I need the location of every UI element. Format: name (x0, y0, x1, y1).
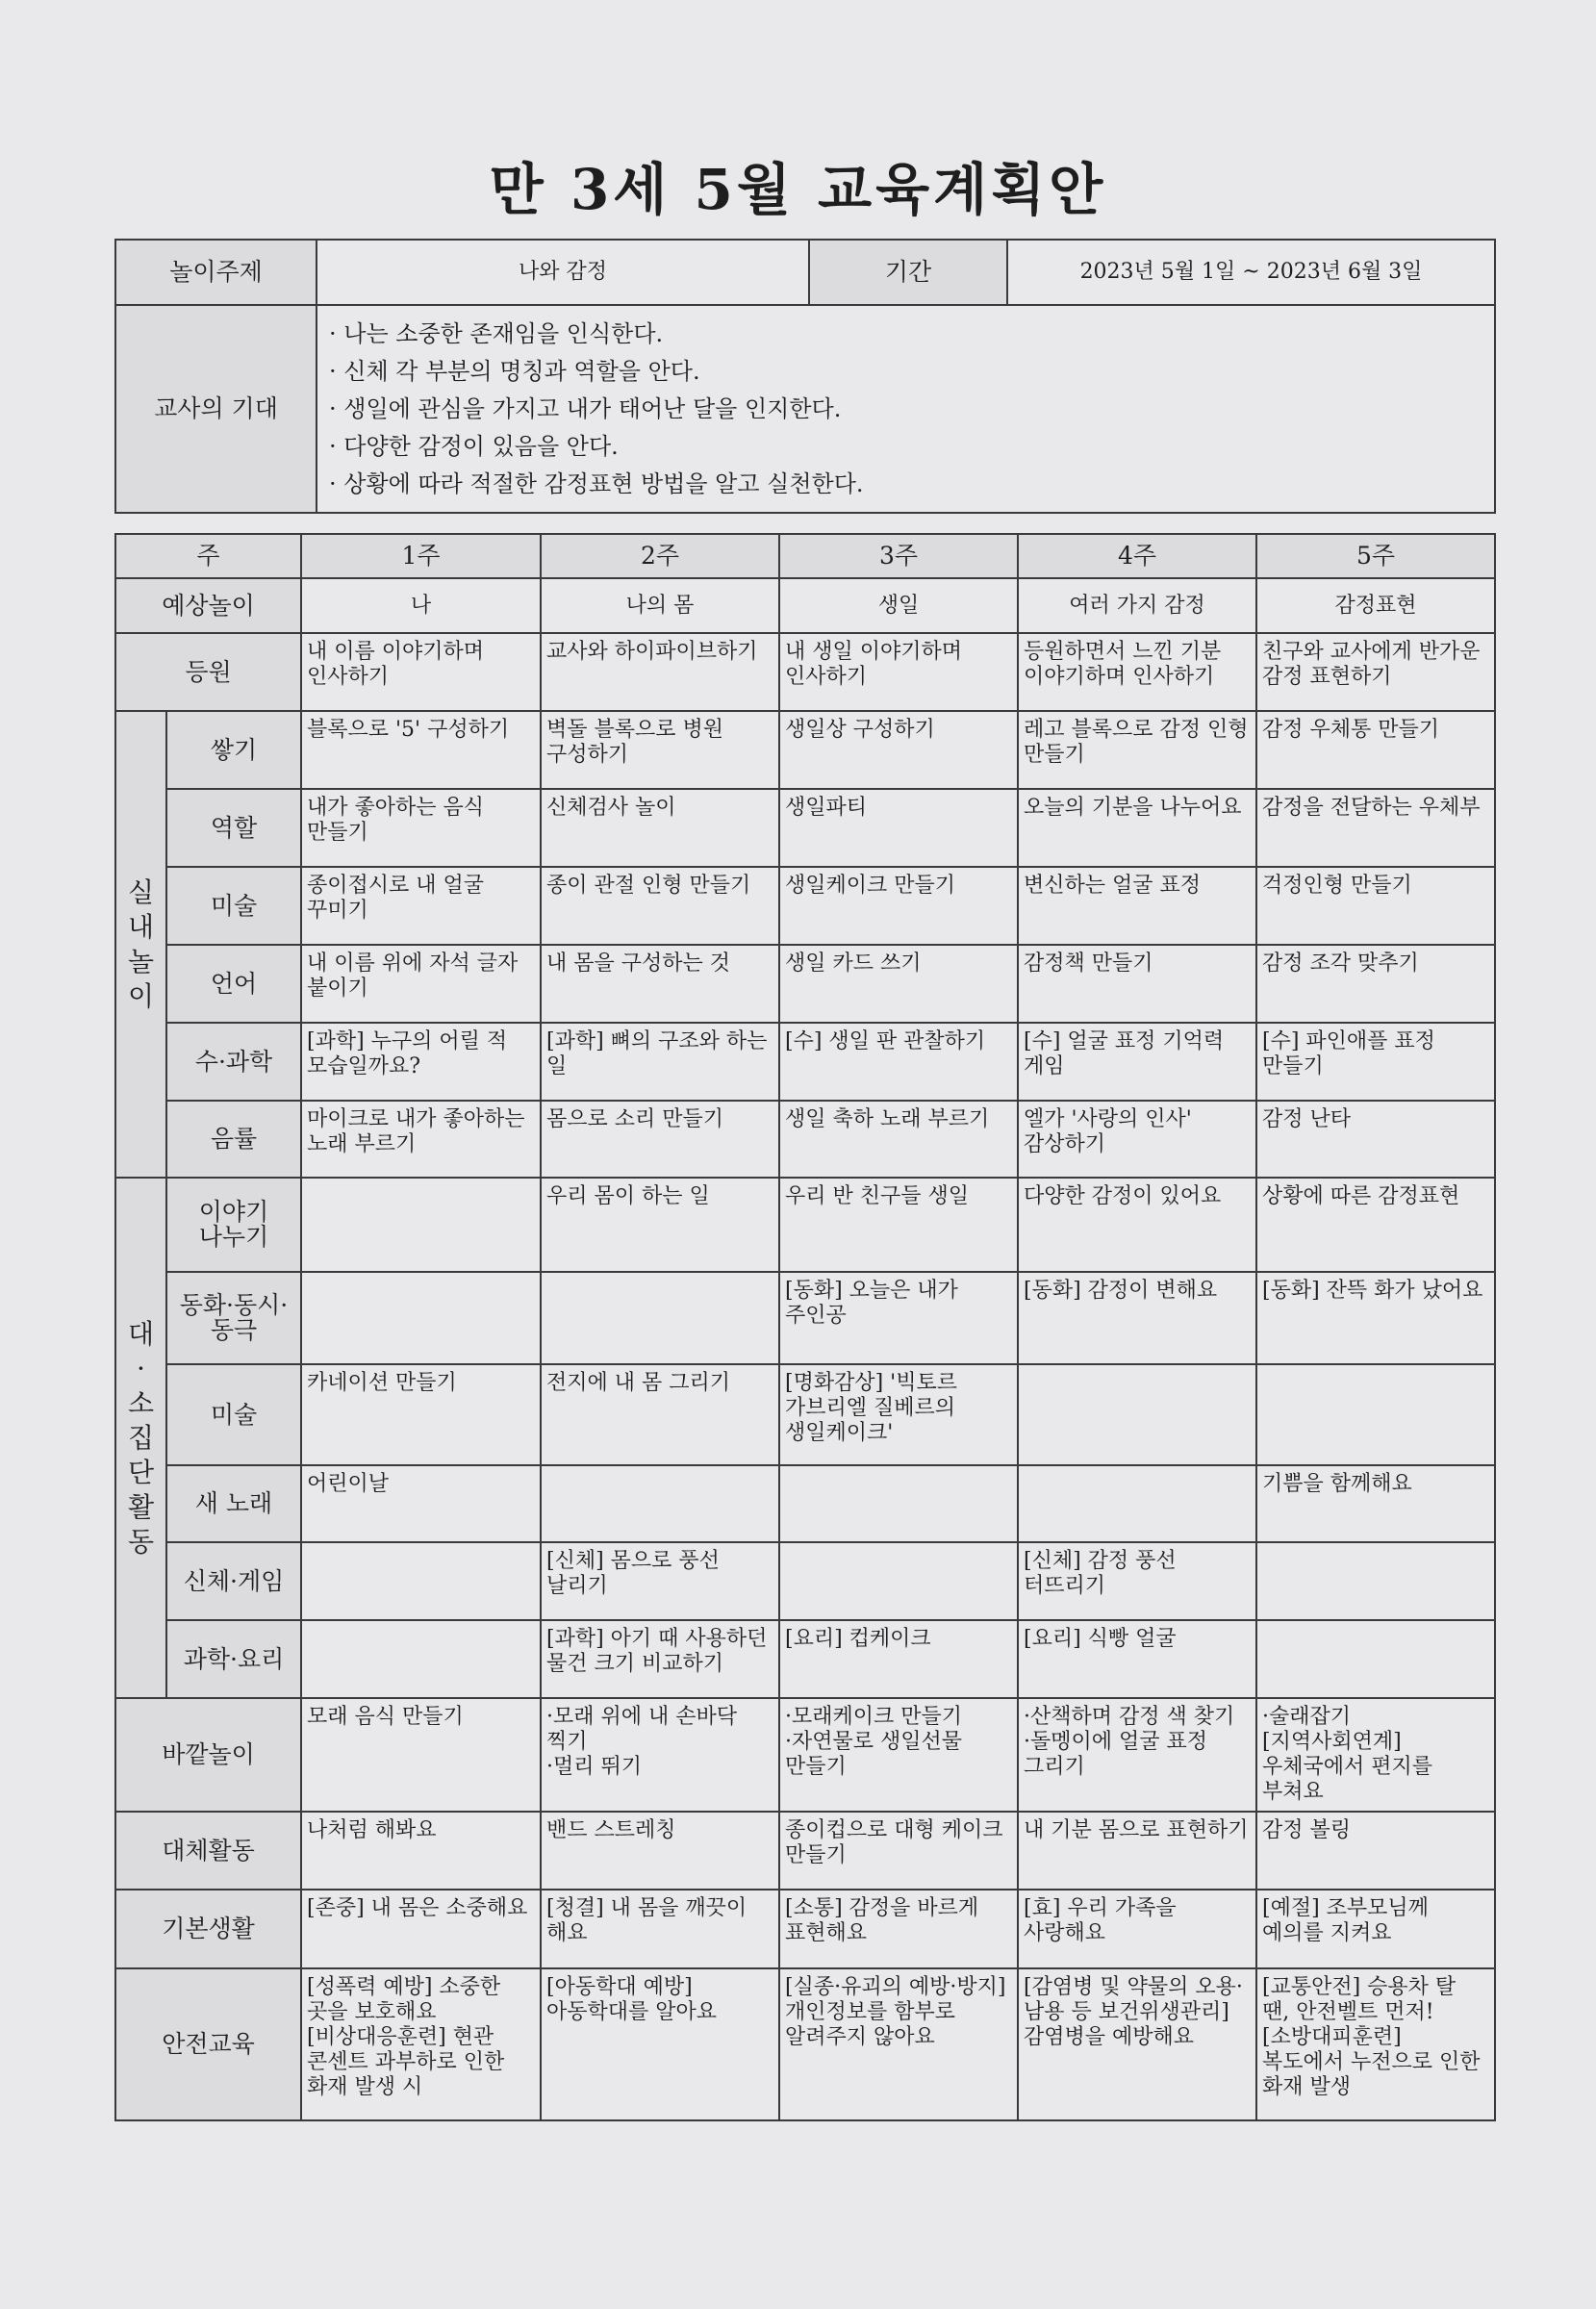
goals-list (329, 316, 1489, 503)
table-row (115, 1465, 1495, 1542)
outdoor-cell: ·산책하며 감정 색 찾기 ·돌멩이에 얼굴 표정 그리기 (1018, 1698, 1256, 1812)
table-row (115, 1542, 1495, 1620)
goal-item: · 신체 각 부분의 명칭과 역할을 안다. (329, 357, 700, 385)
week-label: 주 (115, 534, 301, 578)
plan-cell: 어린이날 (301, 1465, 541, 1542)
plan-cell: [요리] 식빵 얼굴 (1018, 1620, 1256, 1698)
plan-cell: 걱정인형 만들기 (1256, 867, 1495, 945)
plan-cell: 내가 좋아하는 음식 만들기 (301, 789, 541, 867)
week-header-4: 4주 (1018, 534, 1256, 578)
plan-cell: 상황에 따른 감정표현 (1256, 1178, 1495, 1272)
alternate-cell: 밴드 스트레칭 (541, 1812, 779, 1890)
plan-cell (301, 1178, 541, 1272)
page-title: 만 3세 5월 교육계획안 (489, 157, 1107, 222)
plan-cell: 엘가 '사랑의 인사' 감상하기 (1018, 1101, 1256, 1178)
table-row (115, 1620, 1495, 1698)
arrival-cell: 친구와 교사에게 반가운 감정 표현하기 (1256, 633, 1495, 711)
plan-cell (301, 1542, 541, 1620)
plan-cell: 내 이름 위에 자석 글자 붙이기 (301, 945, 541, 1023)
area-label: 동화·동시·동극 (166, 1272, 301, 1364)
theme-label: 놀이주제 (115, 240, 317, 305)
expect-label: 교사의 기대 (115, 305, 317, 513)
plan-cell (541, 1272, 779, 1364)
plan-cell: 변신하는 얼굴 표정 (1018, 867, 1256, 945)
plan-cell: 우리 반 친구들 생일 (779, 1178, 1018, 1272)
table-row (115, 867, 1495, 945)
area-label: 신체·게임 (166, 1542, 301, 1620)
plan-cell: 벽돌 블록으로 병원 구성하기 (541, 711, 779, 789)
plan-cell: [명화감상] '빅토르 가브리엘 질베르의 생일케이크' (779, 1364, 1018, 1465)
basic-cell: [효] 우리 가족을 사랑해요 (1018, 1890, 1256, 1968)
plan-cell: 기쁨을 함께해요 (1256, 1465, 1495, 1542)
table-row (115, 711, 1495, 789)
arrival-cell: 교사와 하이파이브하기 (541, 633, 779, 711)
plan-cell: 감정 조각 맞추기 (1256, 945, 1495, 1023)
plan-cell (1018, 1364, 1256, 1465)
week-header-2: 2주 (541, 534, 779, 578)
area-label: 과학·요리 (166, 1620, 301, 1698)
safety-label: 안전교육 (115, 1968, 301, 2120)
plan-cell (301, 1620, 541, 1698)
table-row (115, 1178, 1495, 1272)
plan-cell (301, 1272, 541, 1364)
goals-cell (317, 305, 1495, 513)
plan-cell (779, 1542, 1018, 1620)
plan-body (115, 534, 1495, 2120)
area-label: 이야기 나누기 (166, 1178, 301, 1272)
plan-cell: 감정책 만들기 (1018, 945, 1256, 1023)
table-row (115, 1023, 1495, 1101)
week-header-5: 5주 (1256, 534, 1495, 578)
plan-cell: [동화] 오늘은 내가 주인공 (779, 1272, 1018, 1364)
area-label: 미술 (166, 867, 301, 945)
area-label: 미술 (166, 1364, 301, 1465)
alternate-cell: 종이컵으로 대형 케이크 만들기 (779, 1812, 1018, 1890)
table-row (115, 1812, 1495, 1890)
alternate-cell: 내 기분 몸으로 표현하기 (1018, 1812, 1256, 1890)
arrival-cell: 내 생일 이야기하며 인사하기 (779, 633, 1018, 711)
alternate-cell: 나처럼 해봐요 (301, 1812, 541, 1890)
goal-item: · 나는 소중한 존재임을 인식한다. (329, 319, 664, 347)
plan-cell: 레고 블록으로 감정 인형 만들기 (1018, 711, 1256, 789)
basic-cell: [청결] 내 몸을 깨끗이 해요 (541, 1890, 779, 1968)
theme-value: 나와 감정 (317, 240, 809, 305)
group-label-text: 대·소집단활동 (127, 1317, 155, 1558)
plan-cell: 감정 난타 (1256, 1101, 1495, 1178)
plan-cell: [과학] 누구의 어릴 적 모습일까요? (301, 1023, 541, 1101)
safety-cell: [감염병 및 약물의 오용·남용 등 보건위생관리] 감염병을 예방해요 (1018, 1968, 1256, 2120)
table-row (115, 1101, 1495, 1178)
expected-cell: 여러 가지 감정 (1018, 578, 1256, 633)
basic-cell: [예절] 조부모님께 예의를 지켜요 (1256, 1890, 1495, 1968)
area-label: 쌓기 (166, 711, 301, 789)
plan-cell: 종이 관절 인형 만들기 (541, 867, 779, 945)
plan-cell: 신체검사 놀이 (541, 789, 779, 867)
safety-cell: [성폭력 예방] 소중한 곳을 보호해요 [비상대응훈련] 현관 콘센트 과부하로 인한 화재 발생 시 (301, 1968, 541, 2120)
weekly-plan-table (114, 533, 1496, 2121)
plan-cell: 마이크로 내가 좋아하는 노래 부르기 (301, 1101, 541, 1178)
group-label-text: 실내놀이 (127, 875, 155, 1012)
indoor-group-label (115, 711, 166, 1178)
plan-cell: 감정 우체통 만들기 (1256, 711, 1495, 789)
goal-item: · 상황에 따라 적절한 감정표현 방법을 알고 실천한다. (329, 469, 864, 497)
outdoor-cell: ·모래 위에 내 손바닥 찍기 ·멀리 뛰기 (541, 1698, 779, 1812)
plan-cell: [신체] 몸으로 풍선 날리기 (541, 1542, 779, 1620)
outdoor-cell: ·모래케이크 만들기 ·자연물로 생일선물 만들기 (779, 1698, 1018, 1812)
table-row (115, 1698, 1495, 1812)
plan-cell: [과학] 뼈의 구조와 하는 일 (541, 1023, 779, 1101)
plan-cell: [수] 파인애플 표정 만들기 (1256, 1023, 1495, 1101)
area-label: 언어 (166, 945, 301, 1023)
plan-cell: 감정을 전달하는 우체부 (1256, 789, 1495, 867)
info-table (114, 239, 1496, 514)
group-group-label (115, 1178, 166, 1698)
plan-cell: [요리] 컵케이크 (779, 1620, 1018, 1698)
plan-cell: 오늘의 기분을 나누어요 (1018, 789, 1256, 867)
outdoor-cell: ·술래잡기 [지역사회연계] 우체국에서 편지를 부쳐요 (1256, 1698, 1495, 1812)
plan-cell (541, 1465, 779, 1542)
table-row (115, 1968, 1495, 2120)
period-label: 기간 (809, 240, 1007, 305)
plan-cell: 내 몸을 구성하는 것 (541, 945, 779, 1023)
table-row (115, 789, 1495, 867)
plan-cell: [신체] 감정 풍선 터뜨리기 (1018, 1542, 1256, 1620)
plan-cell: [동화] 감정이 변해요 (1018, 1272, 1256, 1364)
basic-label: 기본생활 (115, 1890, 301, 1968)
expected-label: 예상놀이 (115, 578, 301, 633)
expected-cell: 생일 (779, 578, 1018, 633)
plan-cell: 전지에 내 몸 그리기 (541, 1364, 779, 1465)
table-row (115, 1364, 1495, 1465)
plan-cell: 생일파티 (779, 789, 1018, 867)
plan-cell: 생일 축하 노래 부르기 (779, 1101, 1018, 1178)
arrival-cell: 등원하면서 느낀 기분 이야기하며 인사하기 (1018, 633, 1256, 711)
week-header-3: 3주 (779, 534, 1018, 578)
alternate-label: 대체활동 (115, 1812, 301, 1890)
area-label: 수·과학 (166, 1023, 301, 1101)
plan-cell: 블록으로 '5' 구성하기 (301, 711, 541, 789)
table-row (115, 1890, 1495, 1968)
plan-cell (1256, 1620, 1495, 1698)
table-row (115, 578, 1495, 633)
plan-cell: 생일 카드 쓰기 (779, 945, 1018, 1023)
safety-cell: [실종·유괴의 예방·방지] 개인정보를 함부로 알려주지 않아요 (779, 1968, 1018, 2120)
plan-cell: 다양한 감정이 있어요 (1018, 1178, 1256, 1272)
plan-cell (779, 1465, 1018, 1542)
goal-item: · 다양한 감정이 있음을 안다. (329, 432, 619, 460)
expected-cell: 감정표현 (1256, 578, 1495, 633)
basic-cell: [소통] 감정을 바르게 표현해요 (779, 1890, 1018, 1968)
plan-cell: 카네이션 만들기 (301, 1364, 541, 1465)
goal-item: · 생일에 관심을 가지고 내가 태어난 달을 인지한다. (329, 394, 842, 422)
basic-cell: [존중] 내 몸은 소중해요 (301, 1890, 541, 1968)
plan-cell: 생일케이크 만들기 (779, 867, 1018, 945)
expected-cell: 나의 몸 (541, 578, 779, 633)
plan-cell: 생일상 구성하기 (779, 711, 1018, 789)
plan-cell (1018, 1465, 1256, 1542)
outdoor-label: 바깥놀이 (115, 1698, 301, 1812)
area-label: 역할 (166, 789, 301, 867)
alternate-cell: 감정 볼링 (1256, 1812, 1495, 1890)
outdoor-cell: 모래 음식 만들기 (301, 1698, 541, 1812)
plan-cell (1256, 1542, 1495, 1620)
plan-cell: 몸으로 소리 만들기 (541, 1101, 779, 1178)
week-header-1: 1주 (301, 534, 541, 578)
expected-cell: 나 (301, 578, 541, 633)
period-value: 2023년 5월 1일 ~ 2023년 6월 3일 (1007, 240, 1495, 305)
plan-cell: [수] 얼굴 표정 기억력 게임 (1018, 1023, 1256, 1101)
table-row (115, 534, 1495, 578)
plan-cell: [수] 생일 판 관찰하기 (779, 1023, 1018, 1101)
plan-cell: [과학] 아기 때 사용하던 물건 크기 비교하기 (541, 1620, 779, 1698)
arrival-label: 등원 (115, 633, 301, 711)
plan-cell: [동화] 잔뜩 화가 났어요 (1256, 1272, 1495, 1364)
area-label: 음률 (166, 1101, 301, 1178)
arrival-cell: 내 이름 이야기하며 인사하기 (301, 633, 541, 711)
plan-cell (1256, 1364, 1495, 1465)
safety-cell: [아동학대 예방] 아동학대를 알아요 (541, 1968, 779, 2120)
area-label: 새 노래 (166, 1465, 301, 1542)
table-row (115, 1272, 1495, 1364)
table-row (115, 945, 1495, 1023)
safety-cell: [교통안전] 승용차 탈 땐, 안전벨트 먼저! [소방대피훈련] 복도에서 누전으로 인한 화재 발생 (1256, 1968, 1495, 2120)
plan-cell: 우리 몸이 하는 일 (541, 1178, 779, 1272)
plan-cell: 종이접시로 내 얼굴 꾸미기 (301, 867, 541, 945)
table-row (115, 633, 1495, 711)
